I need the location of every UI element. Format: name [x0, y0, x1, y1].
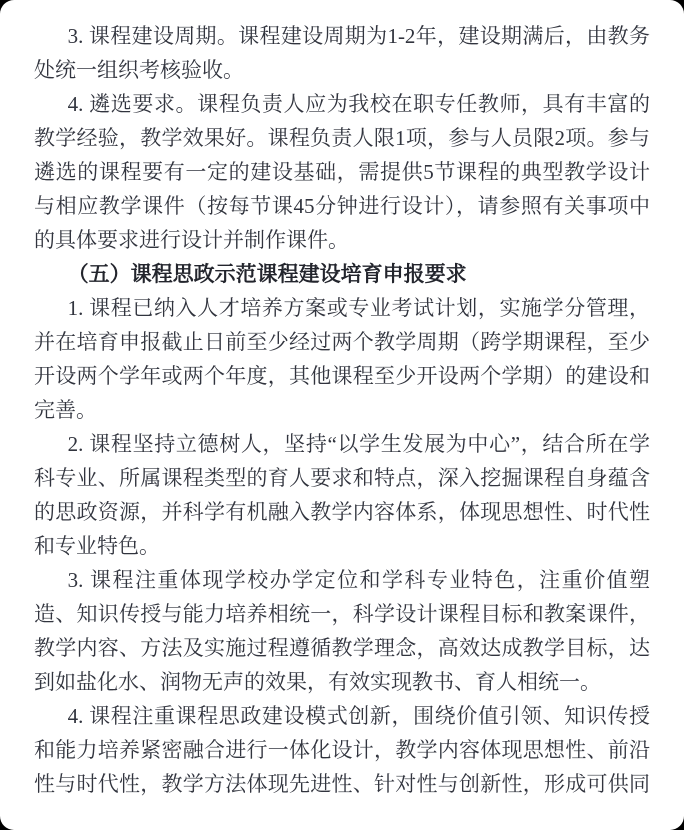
page-content [34, 19, 650, 801]
body-paragraph-item-3: 3. 课程注重体现学校办学定位和学科专业特色，注重价值塑造、知识传授与能力培养相统一，科学设计课程目标和教案课件，教学内容、方法及实施过程遵循教学理念，高效达成教学目标，达到如盐化水、润物无声的效果，有效实现教书、育人相统一。 [34, 568, 650, 694]
body-paragraph-selection-requirements: 4. 遴选要求。课程负责人应为我校在职专任教师，具有丰富的教学经验，教学效果好。课程负责人限1项，参与人员限2项。参与遴选的课程要有一定的建设基础，需提供5节课程的典型教学设计与相应教学课件（按每节课45分钟进行设计），请参照有关事项中的具体要求进行设计并制作课件。 [34, 92, 650, 252]
section-heading-5: （五）课程思政示范课程建设培育申报要求 [67, 262, 467, 286]
body-paragraph-item-4: 4. 课程注重课程思政建设模式创新，围绕价值引领、知识传授和能力培养紧密融合进行一体化设计，教学内容体现思想性、前沿性与时代性，教学方法体现先进性、针对性与创新性，形成可供同 [34, 704, 650, 796]
body-paragraph-course-cycle: 3. 课程建设周期。课程建设周期为1-2年，建设期满后，由教务处统一组织考核验收。 [34, 24, 650, 82]
body-paragraph-item-1: 1. 课程已纳入人才培养方案或专业考试计划，实施学分管理，并在培育申报截止日前至少经过两个教学周期（跨学期课程，至少开设两个学年或两个年度，其他课程至少开设两个学期）的建设和完善。 [34, 296, 650, 422]
body-paragraph-item-2: 2. 课程坚持立德树人，坚持“以学生发展为中心”，结合所在学科专业、所属课程类型的育人要求和特点，深入挖掘课程自身蕴含的思政资源，并科学有机融入教学内容体系，体现思想性、时代性和专业特色。 [34, 432, 650, 558]
